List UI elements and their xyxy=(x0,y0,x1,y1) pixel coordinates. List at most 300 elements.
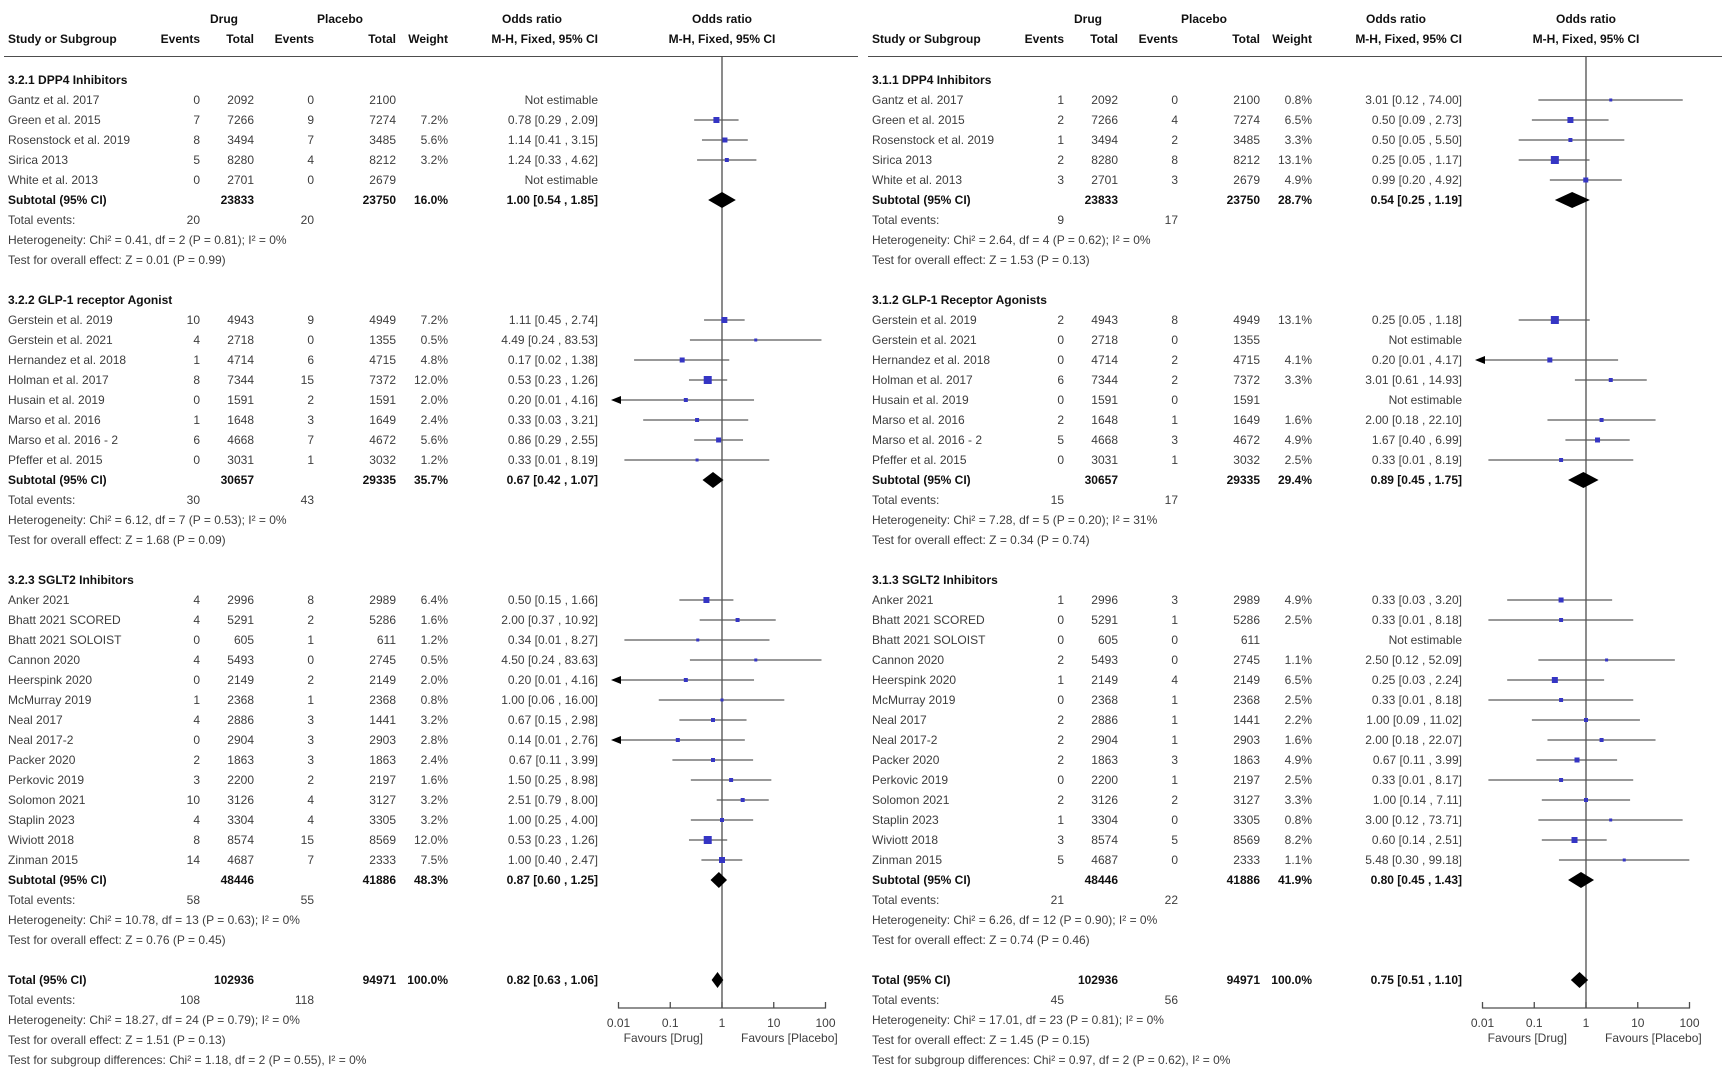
study-label: McMurray 2019 xyxy=(8,693,92,707)
placebo-total-cell: 2989 xyxy=(1233,593,1260,607)
placebo-events-cell: 7 xyxy=(307,133,314,147)
weight-cell: 41.9% xyxy=(1277,873,1312,887)
drug-events-cell: 3 xyxy=(1057,833,1064,847)
ci-arrow-left xyxy=(611,396,621,404)
drug-total-cell: 23833 xyxy=(220,193,254,207)
placebo-events-cell: 2 xyxy=(307,773,314,787)
study-label: Bhatt 2021 SCORED xyxy=(872,613,985,627)
placebo-events-cell: 3 xyxy=(1171,753,1178,767)
study-label: Neal 2017 xyxy=(8,713,63,727)
drug-total-cell: 4714 xyxy=(227,353,254,367)
weight-cell: 3.2% xyxy=(420,793,448,807)
drug-total-cell: 4687 xyxy=(227,853,254,867)
col-header-placebo-total: Total xyxy=(368,32,396,46)
x-axis-tick-label: 100 xyxy=(815,1016,836,1030)
weight-cell: 7.2% xyxy=(420,113,448,127)
total-events-drug: 58 xyxy=(186,893,200,907)
plot-header-odds-ratio: Odds ratio xyxy=(1555,12,1616,26)
weight-cell: 6.5% xyxy=(1284,673,1312,687)
x-axis-tick-label: 1 xyxy=(1582,1016,1590,1030)
placebo-events-cell: 1 xyxy=(1171,713,1178,727)
or-ci-cell: 0.67 [0.11 , 3.99] xyxy=(508,753,598,767)
heterogeneity-note: Heterogeneity: Chi² = 2.64, df = 4 (P = 0.62); I² = 0% xyxy=(872,233,1151,247)
col-header-odds-ratio: Odds ratio xyxy=(501,12,562,26)
total-events-placebo: 17 xyxy=(1164,493,1178,507)
drug-total-cell: 2996 xyxy=(227,593,254,607)
or-ci-cell: 3.01 [0.61 , 14.93] xyxy=(1365,373,1462,387)
drug-events-cell: 4 xyxy=(193,713,200,727)
study-label: Zinman 2015 xyxy=(8,853,79,867)
placebo-total-cell: 3305 xyxy=(369,813,396,827)
placebo-events-cell: 1 xyxy=(1171,693,1178,707)
drug-total-cell: 2904 xyxy=(227,733,254,747)
weight-cell: 7.5% xyxy=(420,853,448,867)
drug-total-cell: 1863 xyxy=(1091,753,1118,767)
or-marker xyxy=(725,158,729,162)
placebo-total-cell: 23750 xyxy=(362,193,396,207)
drug-events-cell: 1 xyxy=(1057,93,1064,107)
or-ci-cell: 0.33 [0.01 , 8.18] xyxy=(1371,613,1462,627)
weight-cell: 3.2% xyxy=(420,153,448,167)
subtotal-diamond xyxy=(1555,192,1590,208)
or-ci-cell: 0.34 [0.01 , 8.27] xyxy=(507,633,598,647)
study-label: Solomon 2021 xyxy=(872,793,950,807)
weight-cell: 28.7% xyxy=(1277,193,1312,207)
drug-events-cell: 0 xyxy=(193,393,200,407)
placebo-events-cell: 1 xyxy=(307,453,314,467)
or-ci-cell: 0.82 [0.63 , 1.06] xyxy=(506,973,598,987)
drug-events-cell: 2 xyxy=(1057,653,1064,667)
drug-total-cell: 4687 xyxy=(1091,853,1118,867)
placebo-total-cell: 4715 xyxy=(369,353,396,367)
placebo-events-cell: 2 xyxy=(1171,373,1178,387)
total-diamond xyxy=(1571,972,1588,988)
placebo-total-cell: 2149 xyxy=(1233,673,1260,687)
or-ci-cell: 0.20 [0.01 , 4.17] xyxy=(1371,353,1462,367)
or-ci-cell: Not estimable xyxy=(1388,333,1462,347)
placebo-total-cell: 611 xyxy=(376,633,396,647)
or-ci-cell: 0.78 [0.29 , 2.09] xyxy=(507,113,598,127)
drug-total-cell: 605 xyxy=(233,633,254,647)
study-label: Perkovic 2019 xyxy=(8,773,85,787)
study-label: Gantz et al. 2017 xyxy=(872,93,964,107)
or-marker xyxy=(1595,438,1600,443)
placebo-events-cell: 8 xyxy=(1171,313,1178,327)
weight-cell: 1.2% xyxy=(420,453,448,467)
placebo-total-cell: 2100 xyxy=(1233,93,1260,107)
drug-total-cell: 7344 xyxy=(227,373,254,387)
drug-total-cell: 2996 xyxy=(1091,593,1118,607)
or-ci-cell: 2.51 [0.79 , 8.00] xyxy=(507,793,598,807)
drug-total-cell: 3126 xyxy=(227,793,254,807)
total-events-label: Total events: xyxy=(8,893,76,907)
placebo-total-cell: 8569 xyxy=(1233,833,1260,847)
drug-total-cell: 7266 xyxy=(1091,113,1118,127)
or-ci-cell: 0.67 [0.11 , 3.99] xyxy=(1372,753,1462,767)
placebo-total-cell: 2745 xyxy=(1233,653,1260,667)
or-marker xyxy=(696,459,699,462)
drug-events-cell: 1 xyxy=(1057,133,1064,147)
placebo-total-cell: 94971 xyxy=(1226,973,1260,987)
drug-events-cell: 2 xyxy=(1057,113,1064,127)
study-label: Packer 2020 xyxy=(8,753,76,767)
drug-total-cell: 2368 xyxy=(1091,693,1118,707)
study-label: Cannon 2020 xyxy=(872,653,945,667)
drug-total-cell: 102936 xyxy=(213,973,254,987)
placebo-total-cell: 29335 xyxy=(1226,473,1260,487)
or-marker xyxy=(736,618,740,622)
weight-cell: 2.5% xyxy=(1284,773,1312,787)
drug-events-cell: 1 xyxy=(1057,593,1064,607)
or-ci-cell: 1.14 [0.41 , 3.15] xyxy=(507,133,598,147)
placebo-events-cell: 5 xyxy=(1171,833,1178,847)
or-ci-cell: 1.00 [0.54 , 1.85] xyxy=(506,193,598,207)
placebo-total-cell: 4715 xyxy=(1233,353,1260,367)
or-marker xyxy=(1609,819,1612,822)
or-marker xyxy=(711,758,715,762)
placebo-total-cell: 23750 xyxy=(1226,193,1260,207)
weight-cell: 3.2% xyxy=(420,713,448,727)
placebo-total-cell: 7372 xyxy=(369,373,396,387)
or-ci-cell: 0.33 [0.03 , 3.20] xyxy=(1371,593,1462,607)
or-marker xyxy=(719,857,725,863)
drug-total-cell: 30657 xyxy=(1084,473,1118,487)
subgroup-differences-note: Test for subgroup differences: Chi² = 0.97, df = 2 (P = 0.62), I² = 0% xyxy=(872,1053,1231,1067)
drug-events-cell: 1 xyxy=(193,693,200,707)
grand-total-events-label: Total events: xyxy=(8,993,76,1007)
or-ci-cell: 0.50 [0.09 , 2.73] xyxy=(1371,113,1462,127)
or-ci-cell: 1.67 [0.40 , 6.99] xyxy=(1371,433,1462,447)
grand-heterogeneity-note: Heterogeneity: Chi² = 18.27, df = 24 (P = 0.79); I² = 0% xyxy=(8,1013,300,1027)
drug-events-cell: 0 xyxy=(1057,393,1064,407)
study-label: Wiviott 2018 xyxy=(8,833,75,847)
placebo-events-cell: 4 xyxy=(307,153,314,167)
or-ci-cell: 3.00 [0.12 , 73.71] xyxy=(1365,813,1462,827)
drug-total-cell: 2200 xyxy=(1091,773,1118,787)
or-ci-cell: 0.50 [0.15 , 1.66] xyxy=(507,593,598,607)
placebo-total-cell: 2368 xyxy=(1233,693,1260,707)
subtotal-diamond xyxy=(1568,872,1594,888)
or-marker xyxy=(680,358,685,363)
col-group-placebo: Placebo xyxy=(1180,12,1228,26)
study-label: Husain et al. 2019 xyxy=(8,393,105,407)
subtotal-label: Subtotal (95% CI) xyxy=(872,193,971,207)
heterogeneity-note: Heterogeneity: Chi² = 10.78, df = 13 (P = 0.63); I² = 0% xyxy=(8,913,300,927)
study-label: Pfeffer et al. 2015 xyxy=(8,453,103,467)
placebo-events-cell: 3 xyxy=(1171,173,1178,187)
col-header-drug-events: Events xyxy=(1024,32,1064,46)
col-header-odds-ratio: Odds ratio xyxy=(1365,12,1426,26)
or-marker xyxy=(1567,117,1573,123)
total-events-placebo: 20 xyxy=(300,213,314,227)
placebo-events-cell: 2 xyxy=(307,613,314,627)
placebo-total-cell: 1441 xyxy=(369,713,396,727)
placebo-total-cell: 7274 xyxy=(369,113,396,127)
overall-effect-note: Test for overall effect: Z = 0.76 (P = 0.45) xyxy=(8,933,226,947)
or-marker xyxy=(684,398,688,402)
placebo-total-cell: 1863 xyxy=(369,753,396,767)
placebo-total-cell: 8212 xyxy=(1233,153,1260,167)
placebo-total-cell: 2903 xyxy=(369,733,396,747)
col-header-mh-fixed: M-H, Fixed, 95% CI xyxy=(1355,32,1462,46)
or-ci-cell: 0.75 [0.51 , 1.10] xyxy=(1370,973,1462,987)
or-ci-cell: 1.00 [0.14 , 7.11] xyxy=(1372,793,1462,807)
study-label: Rosenstock et al. 2019 xyxy=(872,133,995,147)
x-axis-tick-label: 0.1 xyxy=(1525,1016,1543,1030)
drug-total-cell: 4668 xyxy=(227,433,254,447)
total-events-placebo: 17 xyxy=(1164,213,1178,227)
drug-events-cell: 2 xyxy=(1057,753,1064,767)
placebo-events-cell: 2 xyxy=(1171,353,1178,367)
placebo-events-cell: 4 xyxy=(307,813,314,827)
weight-cell: 2.2% xyxy=(1284,713,1312,727)
grand-overall-effect-note: Test for overall effect: Z = 1.51 (P = 0.13) xyxy=(8,1033,226,1047)
subtotal-label: Subtotal (95% CI) xyxy=(872,873,971,887)
drug-events-cell: 0 xyxy=(193,93,200,107)
placebo-events-cell: 0 xyxy=(307,173,314,187)
drug-total-cell: 2149 xyxy=(1091,673,1118,687)
weight-cell: 2.5% xyxy=(1284,693,1312,707)
study-label: Pfeffer et al. 2015 xyxy=(872,453,967,467)
total-events-placebo: 43 xyxy=(300,493,314,507)
placebo-events-cell: 2 xyxy=(1171,793,1178,807)
placebo-events-cell: 3 xyxy=(307,753,314,767)
drug-total-cell: 1648 xyxy=(1091,413,1118,427)
drug-total-cell: 7344 xyxy=(1091,373,1118,387)
drug-events-cell: 0 xyxy=(193,673,200,687)
weight-cell: 100.0% xyxy=(1271,973,1312,987)
or-ci-cell: 0.86 [0.29 , 2.55] xyxy=(507,433,598,447)
weight-cell: 4.9% xyxy=(1284,173,1312,187)
study-label: Heerspink 2020 xyxy=(872,673,957,687)
total-events-drug: 9 xyxy=(1057,213,1064,227)
or-ci-cell: 0.89 [0.45 , 1.75] xyxy=(1370,473,1462,487)
or-ci-cell: 2.00 [0.18 , 22.10] xyxy=(1365,413,1462,427)
study-label: Marso et al. 2016 - 2 xyxy=(872,433,983,447)
placebo-events-cell: 15 xyxy=(300,833,314,847)
placebo-total-cell: 2989 xyxy=(369,593,396,607)
drug-events-cell: 0 xyxy=(1057,633,1064,647)
study-label: Cannon 2020 xyxy=(8,653,81,667)
placebo-events-cell: 3 xyxy=(1171,593,1178,607)
ci-arrow-left xyxy=(611,676,621,684)
or-marker xyxy=(703,597,709,603)
weight-cell: 1.1% xyxy=(1284,853,1312,867)
placebo-events-cell: 4 xyxy=(1171,113,1178,127)
or-ci-cell: 4.49 [0.24 , 83.53] xyxy=(501,333,598,347)
weight-cell: 3.2% xyxy=(420,813,448,827)
overall-effect-note: Test for overall effect: Z = 0.34 (P = 0.74) xyxy=(872,533,1090,547)
placebo-total-cell: 1441 xyxy=(1233,713,1260,727)
drug-total-cell: 2904 xyxy=(1091,733,1118,747)
axis-label-favours-drug: Favours [Drug] xyxy=(1487,1031,1567,1045)
placebo-events-cell: 2 xyxy=(307,393,314,407)
placebo-events-cell: 1 xyxy=(307,633,314,647)
axis-label-favours-drug: Favours [Drug] xyxy=(623,1031,703,1045)
or-ci-cell: 1.00 [0.40 , 2.47] xyxy=(507,853,598,867)
drug-events-cell: 2 xyxy=(1057,153,1064,167)
placebo-total-cell: 2903 xyxy=(1233,733,1260,747)
placebo-total-cell: 4672 xyxy=(1233,433,1260,447)
axis-label-favours-placebo: Favours [Placebo] xyxy=(741,1031,838,1045)
or-marker xyxy=(704,836,712,844)
or-marker xyxy=(1609,378,1613,382)
weight-cell: 1.1% xyxy=(1284,653,1312,667)
drug-events-cell: 4 xyxy=(193,813,200,827)
total-events-placebo: 55 xyxy=(300,893,314,907)
placebo-events-cell: 6 xyxy=(307,353,314,367)
subtotal-diamond xyxy=(1568,472,1599,488)
placebo-total-cell: 7372 xyxy=(1233,373,1260,387)
col-header-drug-events: Events xyxy=(160,32,200,46)
drug-total-cell: 2368 xyxy=(227,693,254,707)
placebo-total-cell: 2333 xyxy=(369,853,396,867)
drug-total-cell: 1591 xyxy=(1091,393,1118,407)
weight-cell: 13.1% xyxy=(1277,313,1312,327)
or-ci-cell: 0.33 [0.01 , 8.17] xyxy=(1371,773,1462,787)
weight-cell: 1.6% xyxy=(1284,733,1312,747)
subgroup-title: 3.1.3 SGLT2 Inhibitors xyxy=(872,573,998,587)
or-ci-cell: 0.25 [0.03 , 2.24] xyxy=(1371,673,1462,687)
or-ci-cell: 0.20 [0.01 , 4.16] xyxy=(507,673,598,687)
col-group-drug: Drug xyxy=(210,12,238,26)
or-marker xyxy=(1623,859,1626,862)
drug-total-cell: 3304 xyxy=(227,813,254,827)
drug-events-cell: 0 xyxy=(193,453,200,467)
col-group-placebo: Placebo xyxy=(316,12,364,26)
weight-cell: 0.8% xyxy=(1284,813,1312,827)
drug-total-cell: 2886 xyxy=(1091,713,1118,727)
or-marker xyxy=(711,718,715,722)
weight-cell: 16.0% xyxy=(413,193,448,207)
weight-cell: 29.4% xyxy=(1277,473,1312,487)
grand-total-label: Total (95% CI) xyxy=(8,973,87,987)
placebo-total-cell: 94971 xyxy=(362,973,396,987)
placebo-events-cell: 8 xyxy=(307,593,314,607)
study-label: Holman et al. 2017 xyxy=(8,373,109,387)
study-label: Staplin 2023 xyxy=(872,813,939,827)
drug-events-cell: 5 xyxy=(193,153,200,167)
placebo-total-cell: 3127 xyxy=(1233,793,1260,807)
placebo-events-cell: 1 xyxy=(1171,613,1178,627)
drug-total-cell: 1863 xyxy=(227,753,254,767)
total-events-label: Total events: xyxy=(8,213,76,227)
placebo-events-cell: 2 xyxy=(307,673,314,687)
study-label: White et al. 2013 xyxy=(8,173,99,187)
placebo-total-cell: 3485 xyxy=(369,133,396,147)
or-ci-cell: 0.60 [0.14 , 2.51] xyxy=(1371,833,1462,847)
or-ci-cell: 0.20 [0.01 , 4.16] xyxy=(507,393,598,407)
drug-events-cell: 0 xyxy=(1057,453,1064,467)
study-label: Gerstein et al. 2021 xyxy=(8,333,113,347)
drug-events-cell: 4 xyxy=(193,613,200,627)
subgroup-differences-note: Test for subgroup differences: Chi² = 1.18, df = 2 (P = 0.55), I² = 0% xyxy=(8,1053,367,1067)
placebo-total-cell: 3305 xyxy=(1233,813,1260,827)
or-ci-cell: 2.00 [0.37 , 10.92] xyxy=(501,613,598,627)
weight-cell: 8.2% xyxy=(1284,833,1312,847)
header-rule xyxy=(4,56,858,57)
drug-total-cell: 7266 xyxy=(227,113,254,127)
study-label: Bhatt 2021 SOLOIST xyxy=(872,633,986,647)
subtotal-label: Subtotal (95% CI) xyxy=(872,473,971,487)
placebo-events-cell: 0 xyxy=(1171,813,1178,827)
or-marker xyxy=(1559,778,1563,782)
or-marker xyxy=(754,659,757,662)
drug-total-cell: 4943 xyxy=(1091,313,1118,327)
drug-events-cell: 0 xyxy=(1057,613,1064,627)
subgroup-title: 3.2.1 DPP4 Inhibitors xyxy=(8,73,128,87)
placebo-events-cell: 7 xyxy=(307,433,314,447)
or-ci-cell: 0.80 [0.45 , 1.43] xyxy=(1370,873,1462,887)
weight-cell: 13.1% xyxy=(1277,153,1312,167)
x-axis-tick-label: 10 xyxy=(1631,1016,1645,1030)
subtotal-diamond xyxy=(708,192,736,208)
placebo-total-cell: 41886 xyxy=(1226,873,1260,887)
total-events-drug: 20 xyxy=(186,213,200,227)
placebo-events-cell: 15 xyxy=(300,373,314,387)
total-diamond xyxy=(712,972,724,988)
or-marker xyxy=(1551,156,1559,164)
or-marker xyxy=(1559,698,1563,702)
weight-cell: 1.6% xyxy=(420,773,448,787)
weight-cell: 12.0% xyxy=(413,373,448,387)
or-ci-cell: 0.25 [0.05 , 1.17] xyxy=(1371,153,1462,167)
total-events-label: Total events: xyxy=(8,493,76,507)
study-label: Neal 2017-2 xyxy=(8,733,74,747)
x-axis-tick-label: 10 xyxy=(767,1016,781,1030)
study-label: Gerstein et al. 2019 xyxy=(872,313,977,327)
total-events-label: Total events: xyxy=(872,893,940,907)
drug-total-cell: 8574 xyxy=(1091,833,1118,847)
subtotal-label: Subtotal (95% CI) xyxy=(8,473,107,487)
placebo-total-cell: 1863 xyxy=(1233,753,1260,767)
drug-total-cell: 605 xyxy=(1097,633,1118,647)
or-ci-cell: 0.53 [0.23 , 1.26] xyxy=(507,373,598,387)
weight-cell: 5.6% xyxy=(420,133,448,147)
weight-cell: 2.0% xyxy=(420,673,448,687)
study-label: Anker 2021 xyxy=(8,593,70,607)
placebo-events-cell: 0 xyxy=(307,93,314,107)
plot-header-odds-ratio: Odds ratio xyxy=(691,12,752,26)
drug-total-cell: 23833 xyxy=(1084,193,1118,207)
drug-events-cell: 1 xyxy=(193,353,200,367)
axis-label-favours-placebo: Favours [Placebo] xyxy=(1605,1031,1702,1045)
study-label: Husain et al. 2019 xyxy=(872,393,969,407)
drug-total-cell: 8280 xyxy=(1091,153,1118,167)
or-ci-cell: Not estimable xyxy=(1388,633,1462,647)
subgroup-title: 3.1.1 DPP4 Inhibitors xyxy=(872,73,992,87)
drug-total-cell: 2701 xyxy=(227,173,254,187)
or-marker xyxy=(1600,418,1604,422)
drug-total-cell: 5291 xyxy=(227,613,254,627)
drug-events-cell: 10 xyxy=(186,313,200,327)
or-marker xyxy=(1584,798,1588,802)
or-marker xyxy=(1572,837,1578,843)
placebo-total-cell: 41886 xyxy=(362,873,396,887)
or-marker xyxy=(704,376,712,384)
placebo-events-cell: 8 xyxy=(1171,153,1178,167)
drug-total-cell: 2149 xyxy=(227,673,254,687)
study-label: Wiviott 2018 xyxy=(872,833,939,847)
study-label: Marso et al. 2016 - 2 xyxy=(8,433,119,447)
study-label: Sirica 2013 xyxy=(872,153,933,167)
placebo-total-cell: 1591 xyxy=(369,393,396,407)
drug-events-cell: 1 xyxy=(193,413,200,427)
drug-total-cell: 8574 xyxy=(227,833,254,847)
weight-cell: 100.0% xyxy=(407,973,448,987)
heterogeneity-note: Heterogeneity: Chi² = 6.26, df = 12 (P = 0.90); I² = 0% xyxy=(872,913,1158,927)
drug-total-cell: 4943 xyxy=(227,313,254,327)
